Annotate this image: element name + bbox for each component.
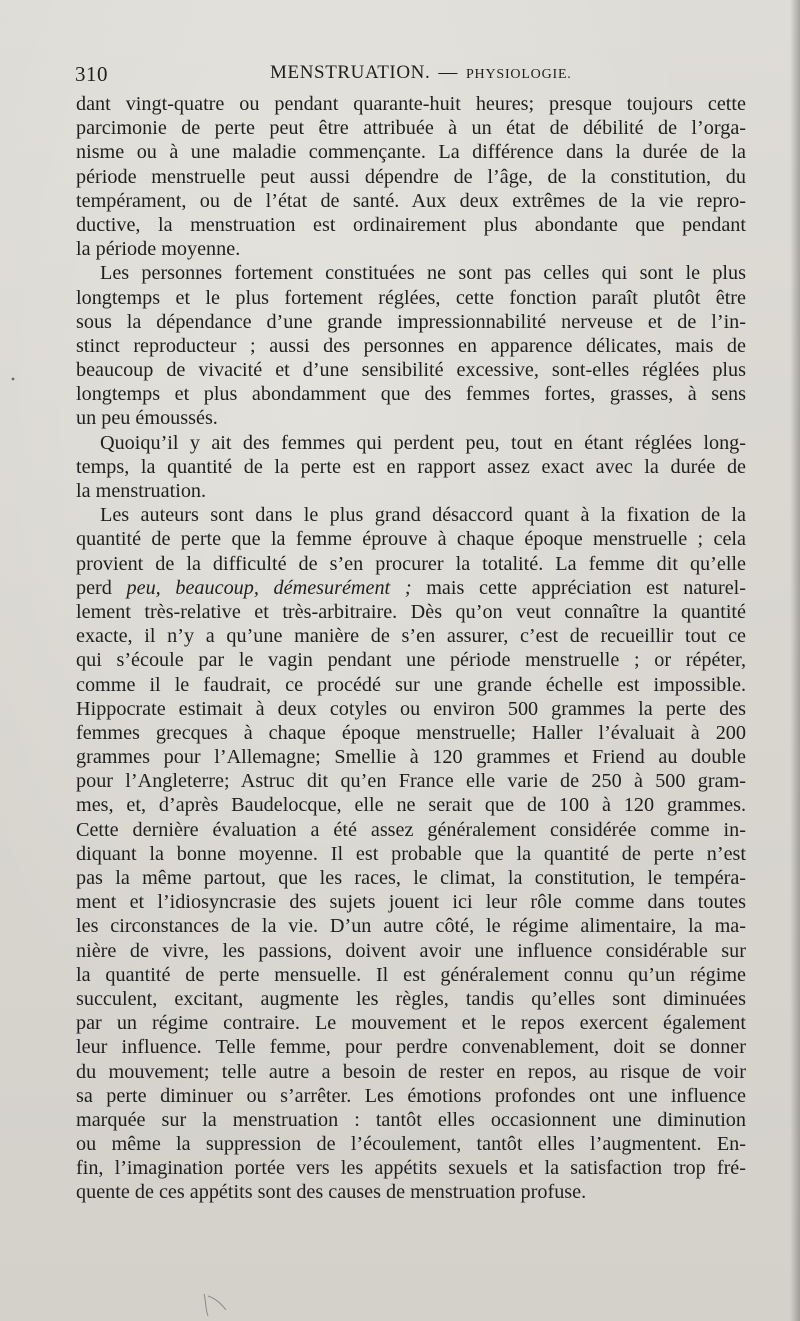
text-line: provient de la difficulté de s’en procurer la totalité. La femme dit qu’elle [76,552,746,575]
running-title-subtitle: PHYSIOLOGIE. [465,67,572,82]
text-line: un peu émoussés. [76,407,218,430]
text-line: femmes grecques à chaque époque menstruelle; Haller l’évaluait à 200 [76,721,746,744]
text-line: la quantité de perte mensuelle. Il est généralement connu qu’un régime [76,963,746,986]
text-line: dant vingt-quatre ou pendant quarante-huit heures; presque toujours cette [76,93,746,115]
text-line: période menstruelle peut aussi dépendre de l’âge, de la constitution, du [76,165,746,188]
text-line: Les personnes fortement constituées ne sont pas celles qui sont le plus [100,262,746,285]
text-line: par un régime contraire. Le mouvement et le repos exercent également [76,1012,746,1035]
text-line: sa perte diminuer ou s’arrêter. Les émotions profondes ont une influence [76,1084,746,1107]
text-line: lement très-relative et très-arbitraire. Dès qu’on veut connaître la quantité [76,600,746,623]
text-line: Cette dernière évaluation a été assez généralement considérée comme in- [76,818,746,841]
running-title-dash: — [438,62,458,83]
body-text [76,92,746,1205]
text-line: longtemps et le plus fortement réglées, cette fonction paraît plutôt être [76,286,746,309]
text-line: tempérament, ou de l’état de santé. Aux deux extrêmes de la vie repro- [76,189,746,212]
text-line: mes, et, d’après Baudelocque, elle ne serait que de 100 à 120 grammes. [76,794,746,817]
text-line: nisme ou à une maladie commençante. La différence dans la durée de la [76,141,746,164]
text-line: parcimonie de perte peut être attribuée à un état de débilité de l’orga- [76,117,746,140]
text-line: sous la dépendance d’une grande impressionnabilité nerveuse et de l’in- [76,310,746,333]
text-line: nière de vivre, les passions, doivent avoir une influence considérable sur [76,939,746,962]
paragraph-4 [76,503,746,1204]
italic-line-prefix: perd [76,576,127,599]
text-line: Les auteurs sont dans le plus grand désaccord quant à la fixation de la [100,504,746,527]
paragraph-2 [76,261,746,430]
margin-dot-mark [10,376,16,382]
text-line: leur influence. Telle femme, pour perdre convenablement, doit se donner [76,1036,746,1059]
running-title [270,62,572,84]
running-title-main: MENSTRUATION. [270,62,431,83]
text-line: pas la même partout, que les races, le climat, la constitution, le tempéra- [76,867,746,889]
text-line: la menstruation. [76,480,207,502]
text-line: diquant la bonne moyenne. Il est probable que la quantité de perte n’est [76,842,746,865]
text-line: Hippocrate estimait à deux cotyles ou environ 500 grammes la perte des [76,697,746,720]
text-line: fin, l’imagination portée vers les appétits sexuels et la satisfaction trop fré- [76,1157,746,1180]
text-line: les circonstances de la vie. D’un autre côté, le régime alimentaire, la ma- [76,915,746,938]
text-line: marquée sur la menstruation : tantôt elles occasionnent une diminution [76,1108,746,1131]
text-line: du mouvement; telle autre a besoin de rester en repos, au risque de voir [76,1060,746,1083]
text-line: exacte, il n’y a qu’une manière de s’en assurer, c’est de recueillir tout ce [76,625,746,648]
text-line: la période moyenne. [76,238,241,261]
italic-line-suffix: mais cette appréciation est naturel- [411,576,746,599]
text-line: grammes pour l’Allemagne; Smellie à 120 grammes et Friend au double [76,746,746,769]
paragraph-1 [76,92,746,261]
text-line: stinct reproducteur ; aussi des personnes en apparence délicates, mais de [76,334,746,357]
italic-quote: peu, beaucoup, démesurément ; [126,576,412,599]
text-line: ment et l’idiosyncrasie des sujets jouent ici leur rôle comme dans toutes [76,891,746,914]
text-line: Quoiqu’il y ait des femmes qui perdent peu, tout en étant réglées long- [100,431,746,454]
text-line: quente de ces appétits sont des causes de menstruation profuse. [76,1181,587,1204]
text-line: succulent, excitant, augmente les règles, tandis qu’elles sont diminuées [76,987,746,1010]
text-line: temps, la quantité de la perte est en rapport assez exact avec la durée de [76,455,746,478]
text-line: pour l’Angleterre; Astruc dit qu’en France elle varie de 250 à 500 gram- [76,770,746,793]
text-line: longtemps et plus abondamment que des femmes fortes, grasses, à sens [76,383,746,406]
text-line-with-italic [76,576,746,600]
text-line: ductive, la menstruation est ordinairement plus abondante que pendant [76,213,746,236]
text-line: qui s’écoule par le vagin pendant une période menstruelle ; or répéter, [76,649,746,672]
page-number: 310 [75,62,108,86]
text-line: quantité de perte que la femme éprouve à chaque époque menstruelle ; cela [76,528,746,551]
pencil-scribble-mark [200,1290,230,1318]
running-header [75,62,747,88]
text-line: ou même la suppression de l’écoulement, tantôt elles l’augmentent. En- [76,1133,746,1156]
text-line: beaucoup de vivacité et d’une sensibilité excessive, sont-elles réglées plus [76,359,746,382]
text-line: comme il le faudrait, ce procédé sur une grande échelle est impossible. [76,673,746,696]
paragraph-3 [76,431,746,504]
page-edge-shadow [790,0,800,1321]
